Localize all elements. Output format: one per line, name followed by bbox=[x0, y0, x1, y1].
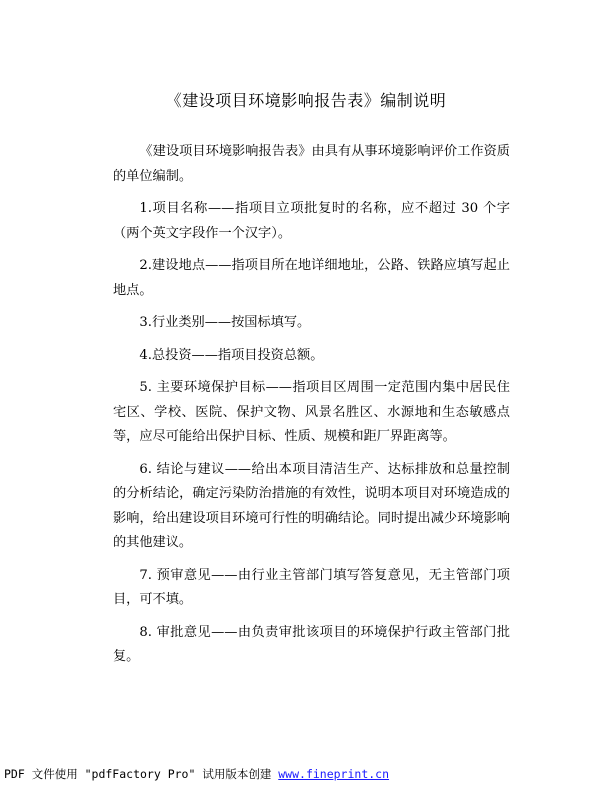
document-body bbox=[113, 140, 510, 670]
paragraph-item-8: 8. 审批意见——由负责审批该项目的环境保护行政主管部门批复。 bbox=[113, 624, 510, 664]
paragraph-item-3: 3.行业类别——按国标填写。 bbox=[139, 315, 311, 330]
paragraph-item-6: 6. 结论与建议——给出本项目清洁生产、达标排放和总量控制的分析结论，确定污染防治措施的有效性，说明本项目对环境造成的影响，给出建设项目环境可行性的明确结论。同时提出减少环境影响的其他建议。 bbox=[113, 461, 510, 550]
footer-text: PDF 文件使用 "pdfFactory Pro" 试用版本创建 bbox=[4, 767, 279, 781]
paragraph-item-5: 5. 主要环境保护目标——指项目区周围一定范围内集中居民住宅区、学校、医院、保护文物、风景名胜区、水源地和生态敏感点等，应尽可能给出保护目标、性质、规模和距厂界距离等。 bbox=[113, 380, 510, 444]
paragraph-item-7: 7. 预审意见——由行业主管部门填写答复意见，无主管部门项目，可不填。 bbox=[113, 567, 510, 607]
pdf-footer bbox=[4, 766, 604, 782]
footer-link[interactable]: www.fineprint.cn bbox=[278, 767, 390, 781]
paragraph-intro: 《建设项目环境影响报告表》由具有从事环境影响评价工作资质的单位编制。 bbox=[113, 144, 510, 184]
paragraph-item-4: 4.总投资——指项目投资总额。 bbox=[139, 347, 324, 363]
document-title: 《建设项目环境影响报告表》编制说明 bbox=[165, 91, 447, 110]
paragraph-item-1: 1.项目名称——指项目立项批复时的名称，应不超过 30 个字（两个英文字段作一个汉字）。 bbox=[113, 201, 510, 241]
paragraph-item-2: 2.建设地点——指项目所在地详细地址，公路、铁路应填写起止地点。 bbox=[113, 258, 510, 298]
